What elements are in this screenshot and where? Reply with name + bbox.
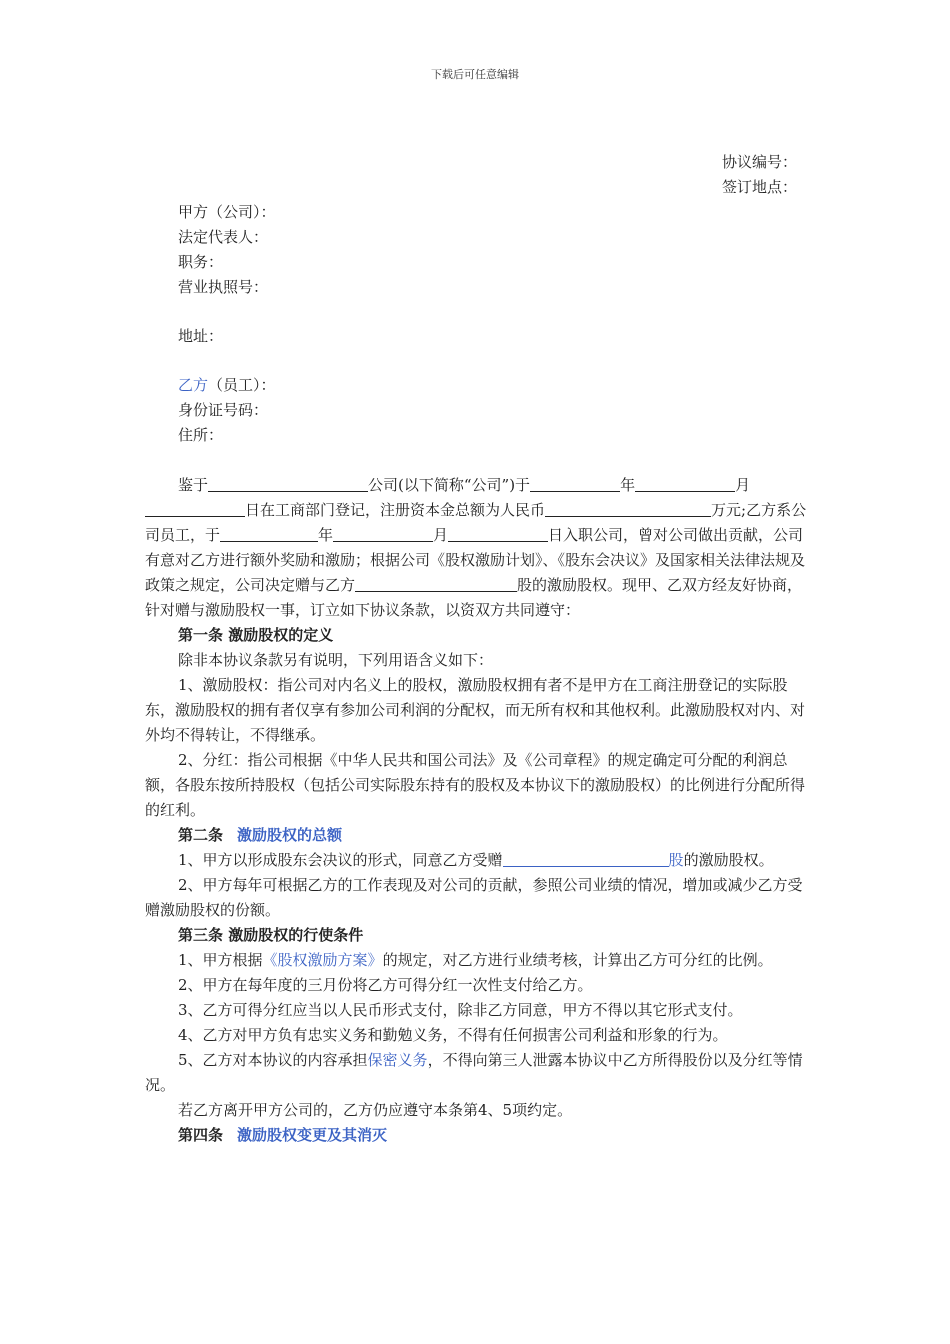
article-3-heading: 第三条 激励股权的行使条件 [178, 926, 364, 944]
party-a-company-label: 甲方（公司）： [178, 203, 276, 221]
article-2-item-1: 1、甲方以形成股东会决议的形式，同意乙方受赠 股的激励股权。 [178, 851, 774, 869]
page-header: 下载后可任意编辑 [431, 68, 519, 81]
party-b-block [178, 373, 276, 448]
agreement-info [722, 150, 797, 200]
license-label: 营业执照号： [178, 278, 269, 296]
party-b-role: （员工）： [208, 376, 276, 394]
legal-rep-label: 法定代表人： [178, 228, 269, 246]
article-3-item-1: 1、甲方根据《股权激励方案》的规定，对乙方进行业绩考核，计算出乙方可分红的比例。 [178, 951, 773, 969]
entry-month-blank [333, 525, 433, 542]
article-3-item-5: 5、乙方对本协议的内容承担保密义务，不得向第三人泄露本协议中乙方所得股份以及分红等情况。 [145, 1051, 803, 1094]
article-3-note: 若乙方离开甲方公司的，乙方仍应遵守本条第4、5项约定。 [178, 1101, 573, 1119]
agreement-number-label: 协议编号： [722, 153, 798, 171]
party-b-link[interactable]: 乙方 [178, 376, 209, 394]
month-blank-a [635, 475, 735, 492]
day-blank [145, 500, 245, 517]
granted-shares-blank [503, 850, 669, 867]
article-3-item-2: 2、甲方在每年度的三月份将乙方可得分红一次性支付给乙方。 [178, 976, 593, 994]
shares-blank [355, 575, 517, 592]
entry-day-blank [448, 525, 548, 542]
article-2-item-2: 2、甲方每年可根据乙方的工作表现及对公司的贡献，参照公司业绩的情况，增加或减少乙方受赠激励股权的份额。 [145, 876, 803, 919]
article-1-item-2: 2、分红：指公司根据《中华人民共和国公司法》及《公司章程》的规定确定可分配的利润总额，各股东按所持股权（包括公司实际股东持有的股权及本协议下的激励股权）的比例进行分配所得的红利。 [145, 751, 806, 819]
capital-blank [545, 500, 711, 517]
address-label: 地址： [178, 327, 224, 345]
article-2-title-link[interactable]: 激励股权的总额 [237, 826, 343, 844]
preamble-paragraph: 鉴于 公司(以下简称“公司”)于 年 月日在工商部门登记，注册资本金总额为人民币 万元;乙方系公司员工，于 年 月 日入职公司，曾对公司做出贡献，公司有意对乙方进行额外奖励和激励；根据公司《股权激励计划》、《股东会决议》及国家相关法律法规及政策之规定，公司决定赠与乙方 股的激励股权。现甲、乙双方经友好协商，针对赠与激励股权一事，订立如下协议条款，以资双方共同遵守： [145, 476, 807, 619]
article-3-item-3: 3、乙方可得分红应当以人民币形式支付，除非乙方同意，甲方不得以其它形式支付。 [178, 1001, 743, 1019]
position-label: 职务： [178, 253, 224, 271]
signing-place-label: 签订地点： [722, 178, 798, 196]
agreement-body [145, 473, 810, 1148]
article-3-item-4: 4、乙方对甲方负有忠实义务和勤勉义务，不得有任何损害公司利益和形象的行为。 [178, 1026, 728, 1044]
confidentiality-link[interactable]: 保密义务 [367, 1051, 428, 1069]
shares-link[interactable]: 股 [668, 851, 684, 869]
incentive-plan-link[interactable]: 《股权激励方案》 [262, 951, 383, 969]
article-1-intro: 除非本协议条款另有说明，下列用语含义如下： [178, 651, 494, 669]
year-blank [530, 475, 620, 492]
residence-label: 住所： [178, 426, 224, 444]
article-1-heading: 第一条 激励股权的定义 [178, 626, 334, 644]
company-name-blank [208, 475, 368, 492]
article-1-item-1: 1、激励股权：指公司对内名义上的股权，激励股权拥有者不是甲方在工商注册登记的实际股东，激励股权的拥有者仅享有参加公司利润的分配权，而无所有权和其他权利。此激励股权对内、对外均不得转让，不得继承。 [145, 676, 806, 744]
article-4-heading: 第四条 激励股权变更及其消灭 [178, 1126, 388, 1144]
entry-year-blank [220, 525, 318, 542]
article-2-heading: 第二条 激励股权的总额 [178, 826, 343, 844]
id-number-label: 身份证号码： [178, 401, 269, 419]
party-b-line [178, 373, 276, 398]
article-4-title-link[interactable]: 激励股权变更及其消灭 [237, 1126, 388, 1144]
party-a-block [178, 200, 276, 300]
